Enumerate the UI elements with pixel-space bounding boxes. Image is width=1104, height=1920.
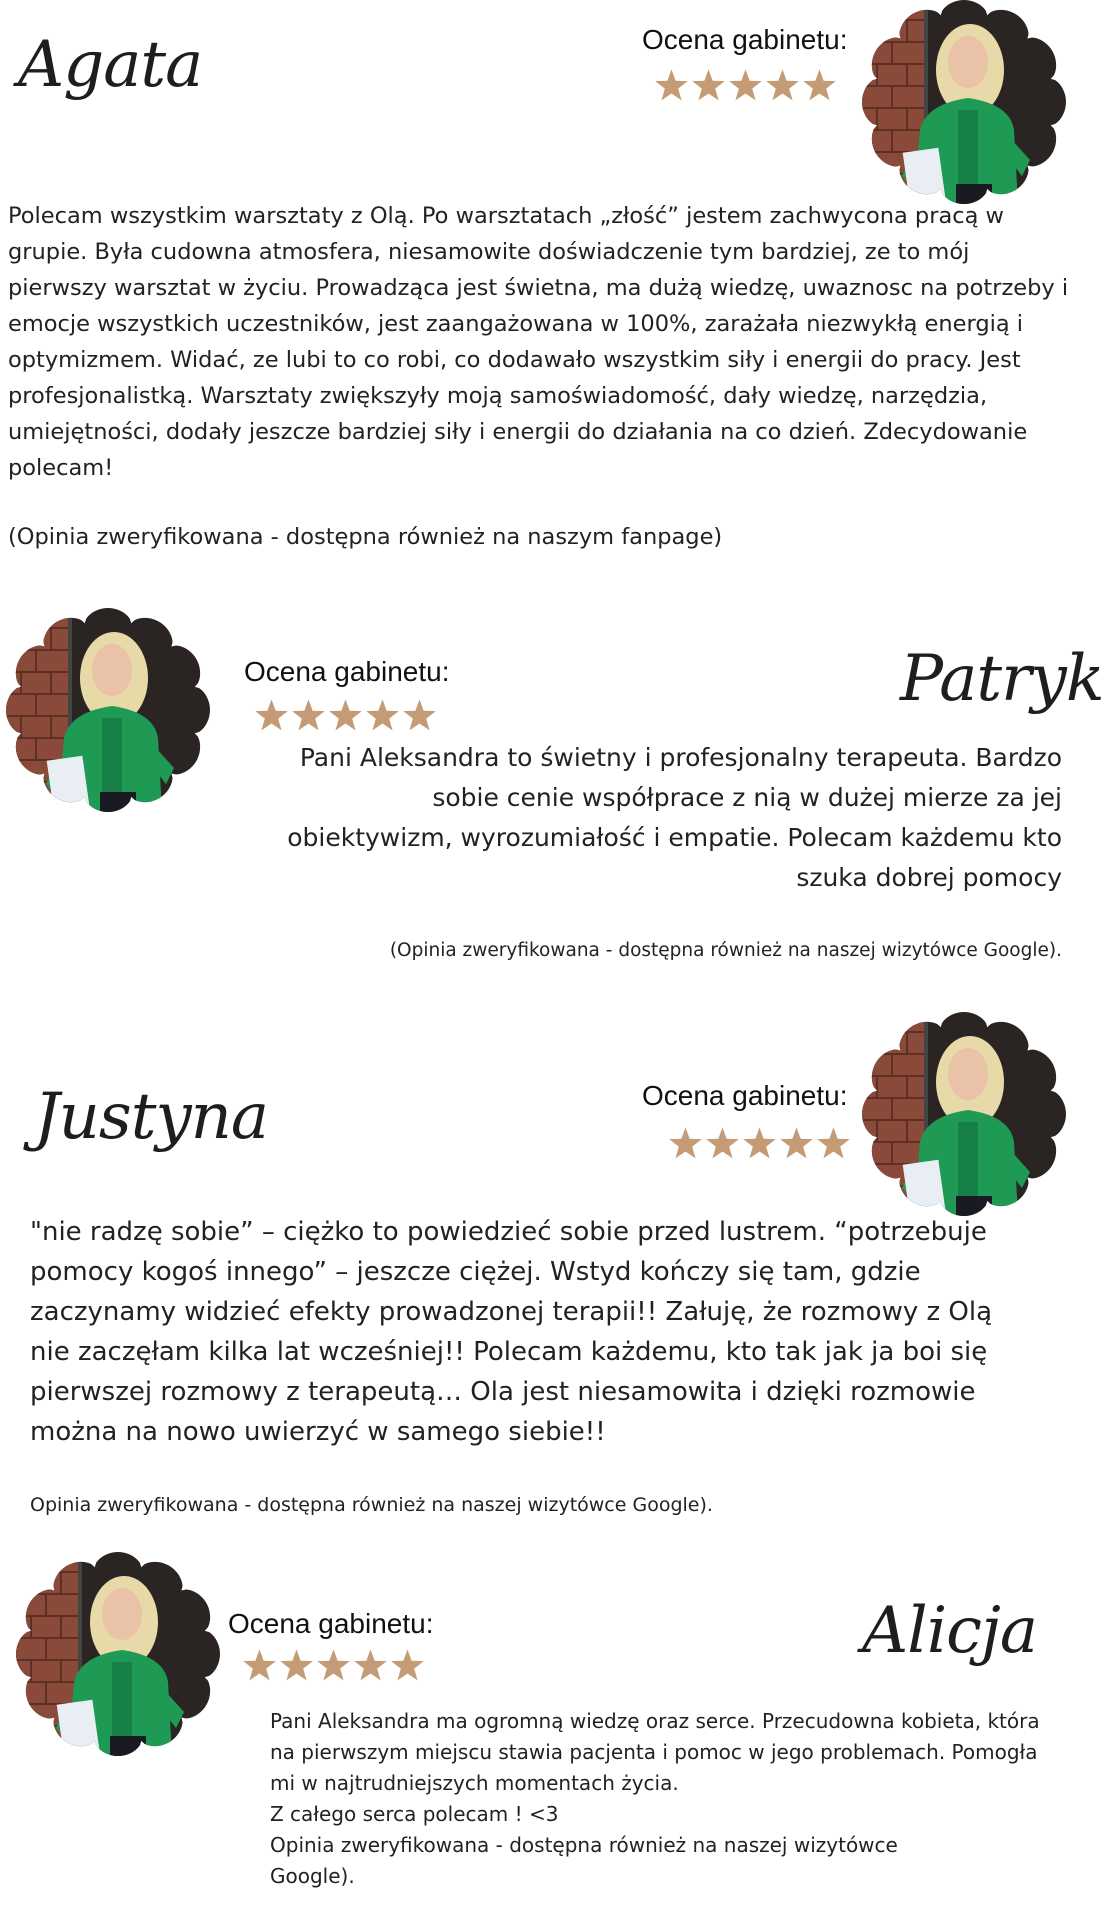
- star-icon: [279, 1648, 314, 1683]
- therapist-photo: [6, 608, 210, 812]
- star-icon: [802, 68, 837, 103]
- review-text: [270, 1706, 1040, 1830]
- star-icon: [668, 1126, 703, 1161]
- review-text: "nie radzę sobie” – ciężko to powiedzieć sobie przed lustrem. “potrzebuje pomocy kogoś innego” – jeszcze ciężej. Wstyd kończy się tam, gdzie zaczynamy widzieć efekty prowadzonej terapii!! Załuję, że rozmowy z Olą nie zaczęłam kilka lat wcześniej!! Polecam każdemu, kto tak jak ja boi się pierwszej rozmowy z terapeutą… Ola jest niesamowita i dzięki rozmowie można na nowo uwierzyć w samego siebie!!: [30, 1217, 993, 1447]
- reviewer-signature: Patryk: [900, 642, 1104, 716]
- verification-note: (Opinia zweryfikowana - dostępna również na naszym fanpage): [8, 524, 723, 550]
- rating-stars: [668, 1126, 851, 1161]
- review-text-line: Z całego serca polecam ! <3: [270, 1802, 559, 1826]
- star-icon: [705, 1126, 740, 1161]
- rating-label: Ocena gabinetu:: [642, 24, 848, 55]
- star-icon: [728, 68, 763, 103]
- star-icon: [779, 1126, 814, 1161]
- star-icon: [691, 68, 726, 103]
- therapist-photo: [16, 1552, 220, 1756]
- star-icon: [390, 1648, 425, 1683]
- therapist-photo: [862, 1012, 1066, 1216]
- rating-stars: [654, 68, 837, 103]
- reviewer-signature: Justyna: [34, 1080, 268, 1154]
- rating-stars: [254, 698, 437, 733]
- star-icon: [365, 698, 400, 733]
- star-icon: [402, 698, 437, 733]
- star-icon: [242, 1648, 277, 1683]
- rating-label: Ocena gabinetu:: [642, 1080, 848, 1111]
- verification-note: Opinia zweryfikowana - dostępna również na naszej wizytówce Google).: [270, 1833, 898, 1888]
- star-icon: [765, 68, 800, 103]
- verification-note: Opinia zweryfikowana - dostępna również na naszej wizytówce Google).: [30, 1494, 713, 1516]
- star-icon: [254, 698, 289, 733]
- rating-stars: [242, 1648, 425, 1683]
- rating-label: Ocena gabinetu:: [228, 1608, 434, 1639]
- reviewer-signature: Alicja: [862, 1594, 1037, 1668]
- star-icon: [742, 1126, 777, 1161]
- star-icon: [816, 1126, 851, 1161]
- review-text: Pani Aleksandra to świetny i profesjonalny terapeuta. Bardzo sobie cenie współprace z nią w dużej mierze za jej obiektywizm, wyrozumiałość i empatie. Polecam każdemu kto szuka dobrej pomocy: [287, 743, 1062, 892]
- star-icon: [291, 698, 326, 733]
- rating-label: Ocena gabinetu:: [244, 656, 450, 687]
- star-icon: [316, 1648, 351, 1683]
- review-text: Polecam wszystkim warsztaty z Olą. Po warsztatach „złość” jestem zachwycona pracą w grupie. Była cudowna atmosfera, niesamowite doświadczenie tym bardziej, ze to mój pierwszy warsztat w życiu. Prowadząca jest świetna, ma dużą wiedzę, uwaznosc na potrzeby i emocje wszystkich uczestników, jest zaangażowana w 100%, zarażała niezwykłą energią i optymizmem. Widać, ze lubi to co robi, co dodawało wszystkim siły i energii do pracy. Jest profesjonalistką. Warsztaty zwiększyły moją samoświadomość, dały wiedzę, narzędzia, umiejętności, dodały jeszcze bardziej siły i energii do działania na co dzień. Zdecydowanie polecam!: [8, 203, 1069, 481]
- therapist-photo: [862, 0, 1066, 204]
- verification-note: (Opinia zweryfikowana - dostępna również na naszej wizytówce Google).: [389, 940, 1062, 961]
- review-text-line: Pani Aleksandra ma ogromną wiedzę oraz serce. Przecudowna kobieta, która na pierwszym miejscu stawia pacjenta i pomoc w jego problemach. Pomogła mi w najtrudniejszych momentach życia.: [270, 1709, 1040, 1795]
- reviewer-signature: Agata: [18, 28, 203, 102]
- star-icon: [654, 68, 689, 103]
- star-icon: [353, 1648, 388, 1683]
- star-icon: [328, 698, 363, 733]
